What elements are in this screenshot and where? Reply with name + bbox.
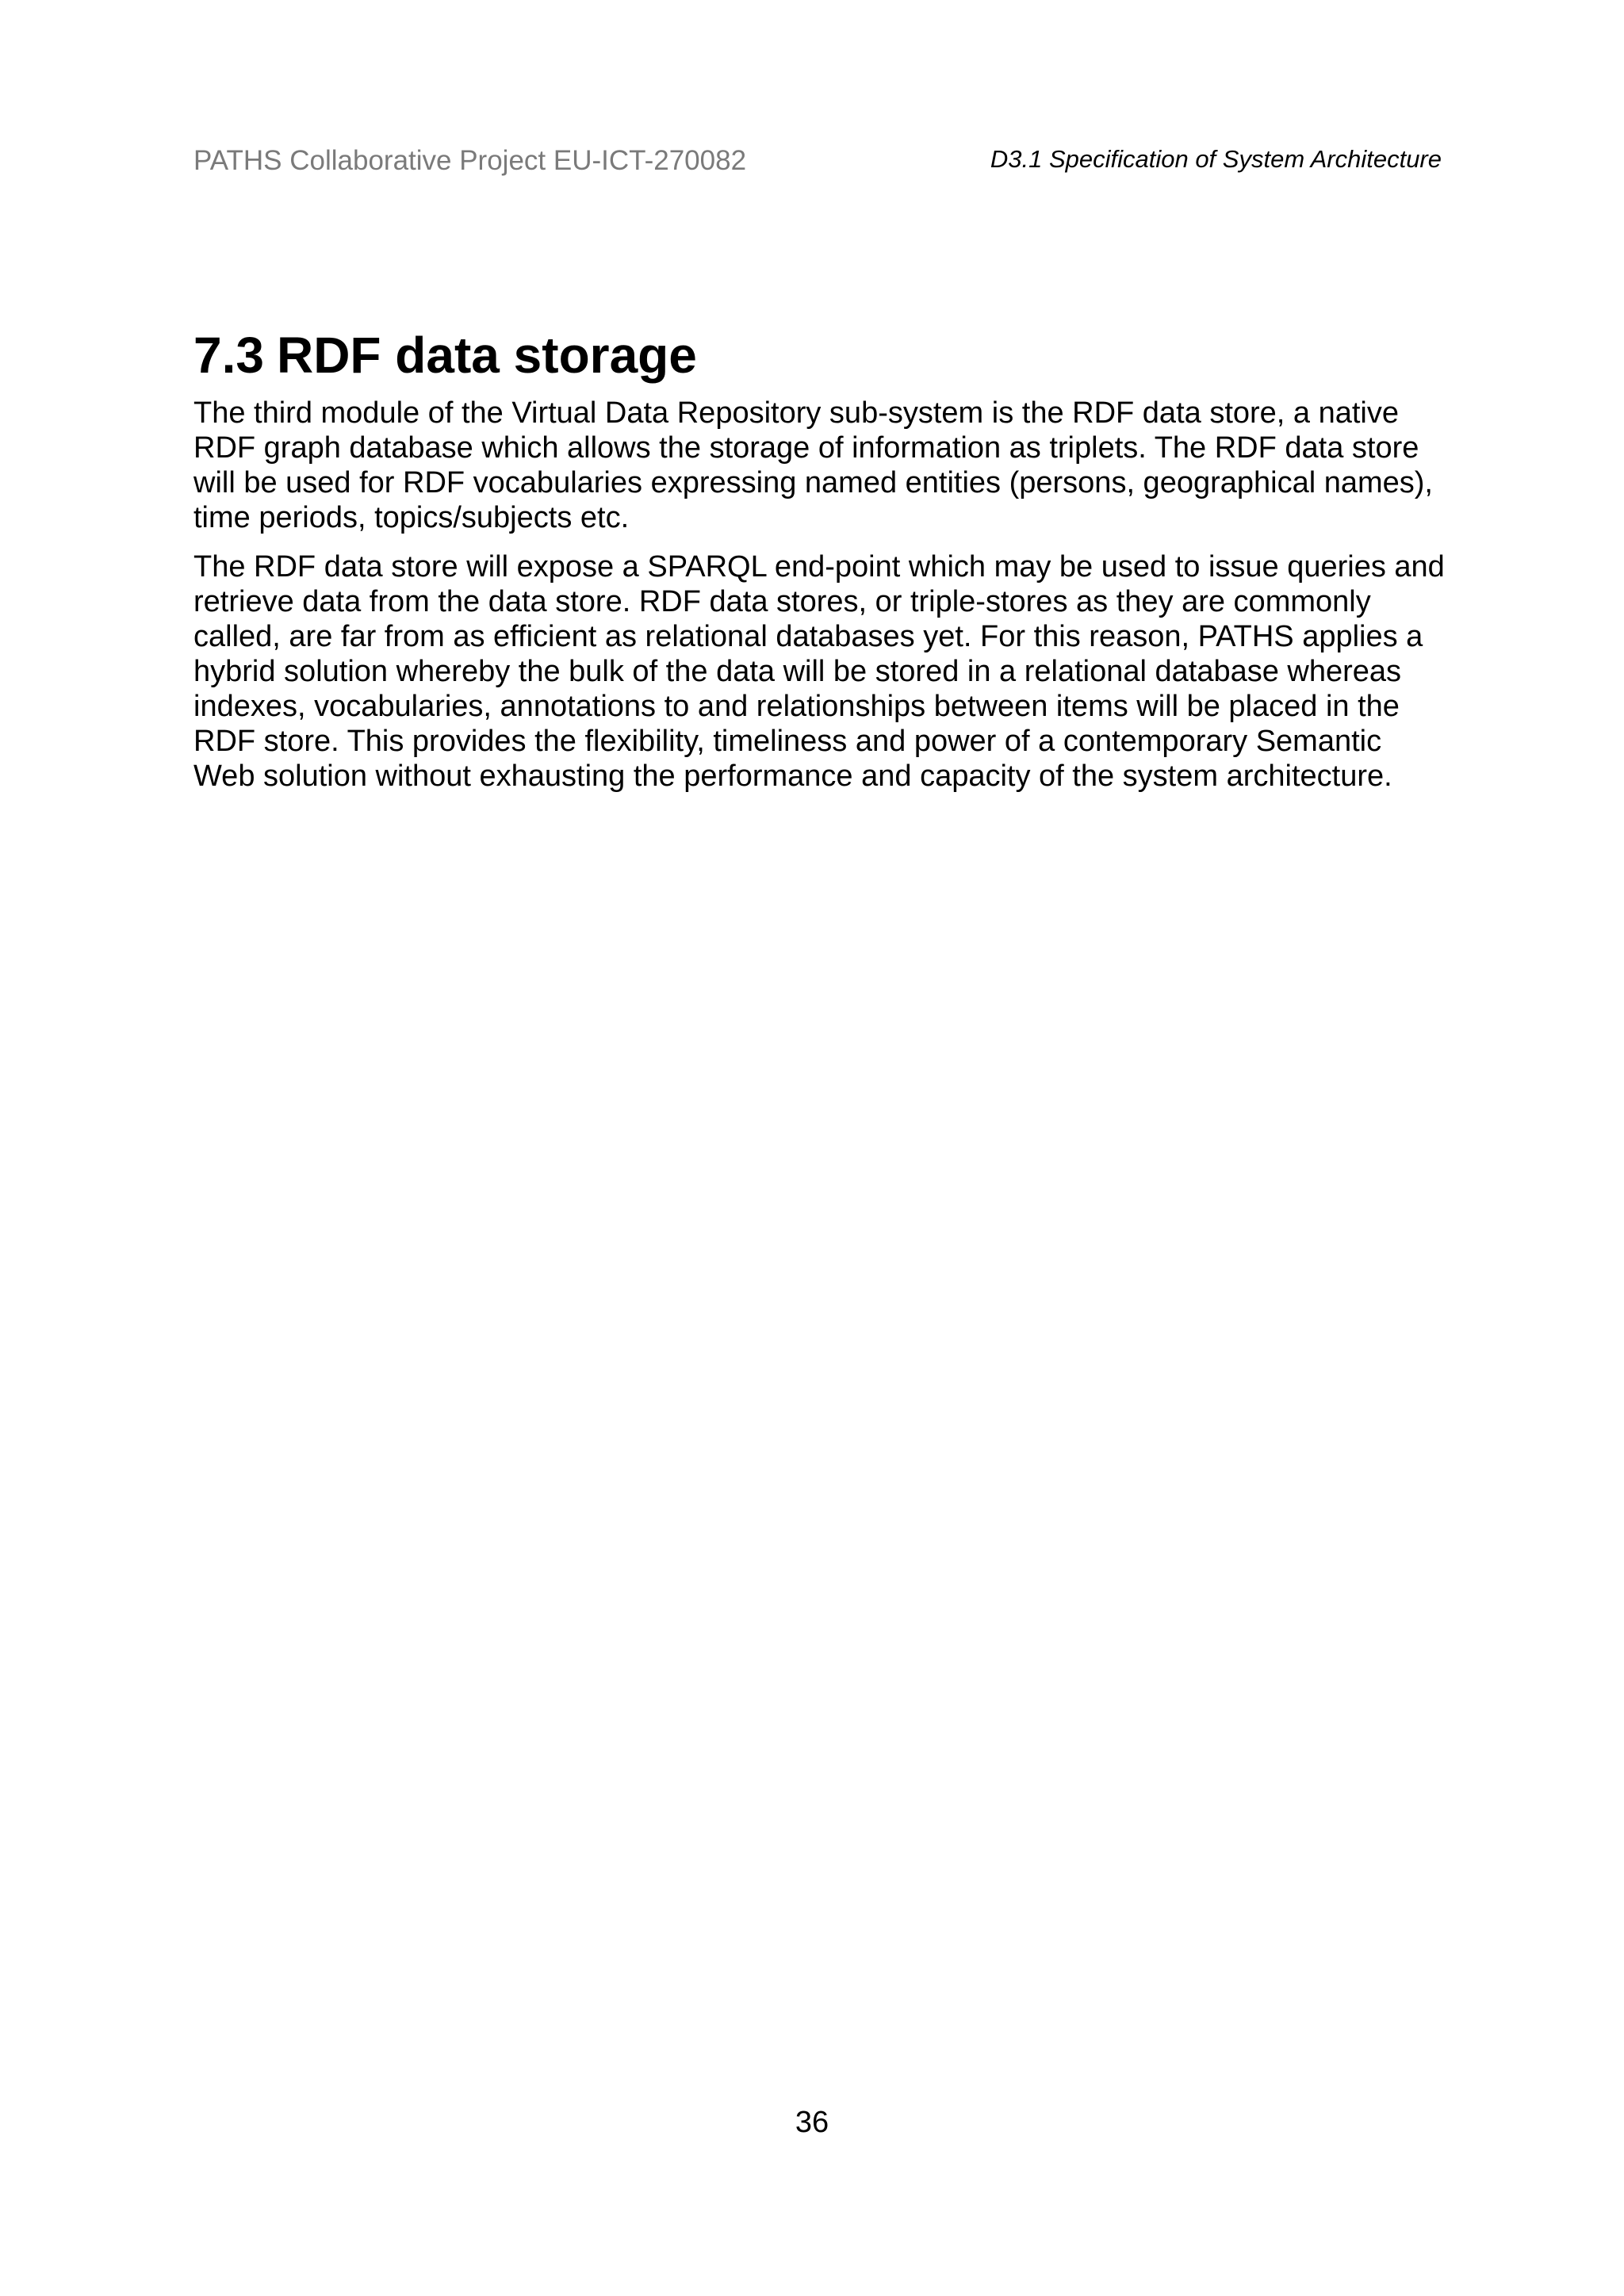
section-rdf-data-storage (193, 325, 1446, 808)
header-document-title: D3.1 Specification of System Architecture (990, 145, 1442, 173)
section-number: 7.3 (193, 327, 264, 384)
page-number: 36 (795, 2106, 829, 2139)
section-title: RDF data storage (276, 327, 697, 384)
header-project-title: PATHS Collaborative Project EU-ICT-270082 (193, 145, 747, 176)
paragraph-2: The RDF data store will expose a SPARQL end-point which may be used to issue queries and retrieve data from the data store. RDF data stores, or triple-stores as they are commonly called, are far from as efficient as relational databases yet. For this reason, PATHS applies a hybrid solution whereby the bulk of the data will be stored in a relational database whereas indexes, vocabularies, annotations to and relationships between items will be placed in the RDF store. This provides the flexibility, timeliness and power of a contemporary Semantic Web solution without exhausting the performance and capacity of the system architecture. (193, 549, 1445, 793)
section-heading (193, 325, 1446, 386)
paragraph-1: The third module of the Virtual Data Repository sub-system is the RDF data store, a native RDF graph database which allows the storage of information as triplets. The RDF data store will be used for RDF vocabularies expressing named entities (persons, geographical names), time periods, topics/subjects etc. (193, 396, 1433, 534)
